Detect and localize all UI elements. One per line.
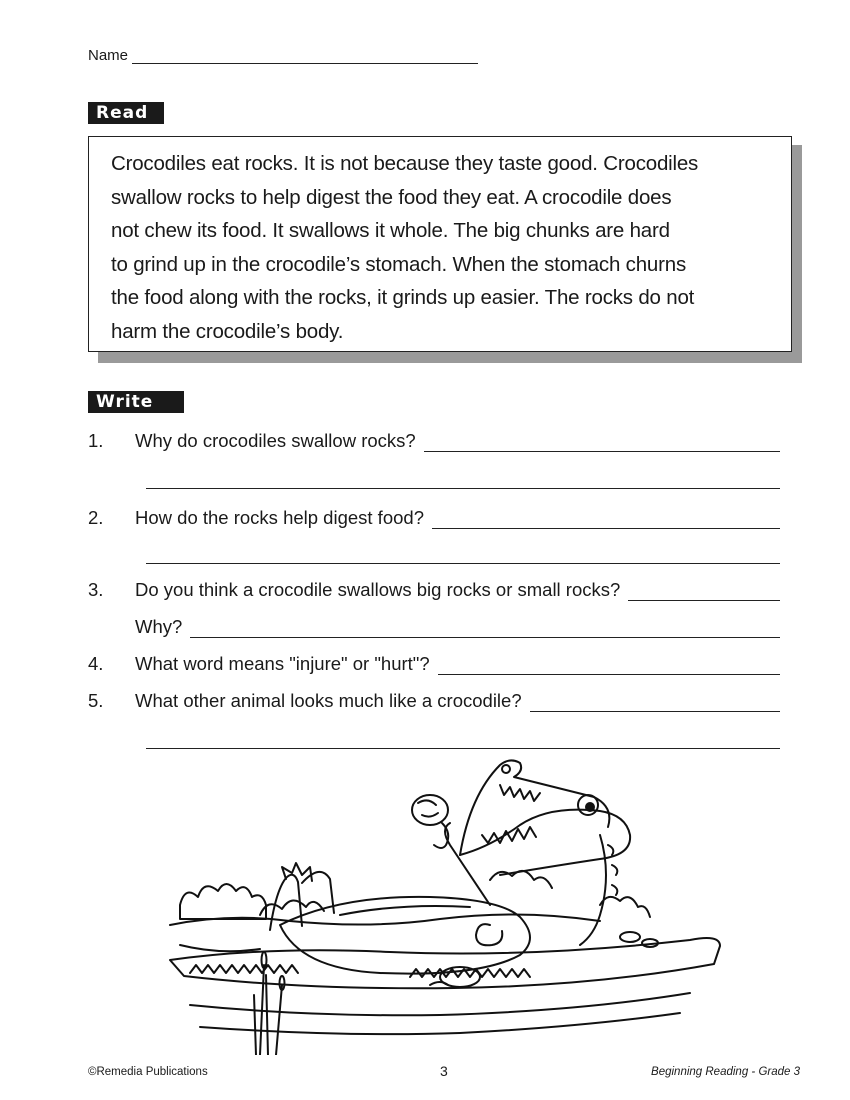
- question-3-why: [88, 616, 780, 638]
- answer-line[interactable]: [628, 582, 780, 601]
- name-label: Name: [88, 47, 129, 64]
- question-number: 1.: [88, 430, 104, 451]
- answer-line[interactable]: [146, 748, 780, 749]
- passage-line: harm the crocodile’s body.: [111, 319, 344, 343]
- footer-book-title: Beginning Reading - Grade 3: [651, 1066, 800, 1078]
- question-text: Do you think a crocodile swallows big rocks or small rocks?: [135, 579, 621, 600]
- question-2: [88, 507, 780, 529]
- crocodile-illustration: [160, 755, 730, 1055]
- question-number: 4.: [88, 653, 104, 674]
- page-number: 3: [440, 1063, 448, 1079]
- answer-line[interactable]: [424, 433, 780, 452]
- passage-line: swallow rocks to help digest the food they eat. A crocodile does: [111, 185, 672, 209]
- question-number: 2.: [88, 507, 104, 528]
- footer-publisher: ©Remedia Publications: [88, 1066, 208, 1078]
- passage-line: the food along with the rocks, it grinds up easier. The rocks do not: [111, 286, 695, 309]
- passage-line: to grind up in the crocodile’s stomach. When the stomach churns: [111, 252, 686, 276]
- read-passage: [111, 147, 781, 348]
- question-text: How do the rocks help digest food?: [135, 507, 424, 528]
- passage-line: Crocodiles eat rocks. It is not because they taste good. Crocodiles: [111, 152, 699, 175]
- question-5: [88, 690, 780, 712]
- write-section-tag: Write: [88, 391, 184, 413]
- question-3: [88, 579, 780, 601]
- question-text: What word means "injure" or "hurt"?: [135, 653, 430, 674]
- answer-line[interactable]: [530, 693, 780, 712]
- answer-line[interactable]: [432, 510, 780, 529]
- question-number: 5.: [88, 690, 104, 711]
- question-4: [88, 653, 780, 675]
- name-answer-line[interactable]: [132, 49, 478, 64]
- answer-line[interactable]: [438, 656, 780, 675]
- name-field[interactable]: [88, 47, 478, 64]
- answer-line[interactable]: [146, 488, 780, 489]
- question-text: Why do crocodiles swallow rocks?: [135, 430, 416, 451]
- answer-line[interactable]: [190, 619, 780, 638]
- question-text: Why?: [135, 616, 183, 637]
- passage-line: not chew its food. It swallows it whole. The big chunks are hard: [111, 219, 670, 242]
- read-section-tag: Read: [88, 102, 164, 124]
- question-text: What other animal looks much like a crocodile?: [135, 690, 522, 711]
- question-1: [88, 430, 780, 452]
- answer-line[interactable]: [146, 563, 780, 564]
- question-number: 3.: [88, 579, 104, 600]
